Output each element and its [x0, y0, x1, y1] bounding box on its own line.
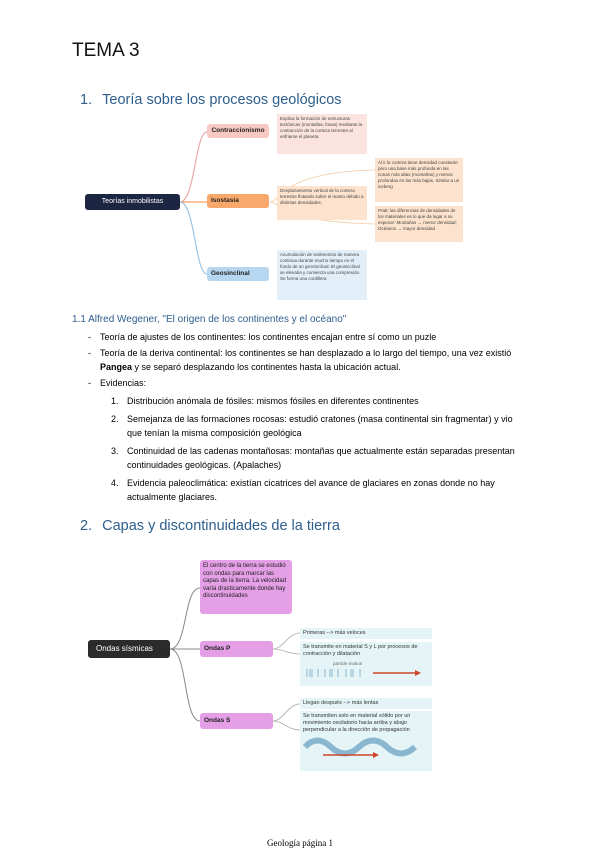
- section-2-number: 2.: [80, 518, 93, 534]
- ondas-s-node: Ondas S: [200, 713, 273, 729]
- evidence-number: 3.: [111, 446, 119, 456]
- bullet-item: [88, 330, 570, 344]
- seismic-top-note: El centro de la tierra se estudió con ondas para marcar las capas de la tierra. La velocidad varía drasticamente donde hay discontinuidades: [200, 560, 292, 614]
- seismic-waves-mindmap: [88, 558, 438, 773]
- evidence-item: [111, 476, 572, 504]
- note-isostasia: Desplazamiento vertical de la corteza terrestre flotando sobre el manto debido a distintas densidades.: [277, 186, 367, 220]
- bullet-item: [88, 376, 570, 390]
- root-node: Teorías inmobilistas: [85, 194, 180, 210]
- evidence-text-2: actualmente glaciares.: [127, 492, 218, 502]
- bullet-text: Teoría de la deriva continental: los continentes se han desplazado a lo largo del tiempo, una vez existió: [100, 348, 512, 358]
- evidence-number: 2.: [111, 414, 119, 424]
- bullet-item: [88, 346, 570, 374]
- wegener-bullets: [88, 330, 570, 390]
- evidence-item: [111, 394, 572, 408]
- section-2-title: Capas y discontinuidades de la tierra: [102, 518, 340, 534]
- section-2-heading: [80, 518, 340, 534]
- bullet-text: Teoría de ajustes de los continentes: los continentes encajan entre sí como un puzle: [100, 332, 437, 342]
- bullet-dash: -: [88, 348, 91, 358]
- ondas-p-desc-text: Se transmite en material S y L por procesos de contracción y dilatación: [303, 644, 418, 657]
- evidence-text-2: continuidades geológicas. (Apalaches): [127, 460, 282, 470]
- evidence-number: 1.: [111, 396, 119, 406]
- section-1-heading: [80, 92, 342, 108]
- ondas-p-node: Ondas P: [200, 641, 273, 657]
- evidence-item: [111, 444, 572, 472]
- p-wave-illustration: [303, 667, 423, 679]
- section-1-title: Teoría sobre los procesos geológicos: [102, 92, 342, 108]
- ondas-p-desc: [300, 642, 432, 686]
- evidence-text: Evidencia paleoclimática: existían cicatrices del avance de glaciares en zonas donde no hay: [127, 478, 495, 488]
- bullet-text-cont: y se separó desplazando los continentes hasta la ubicación actual.: [132, 362, 401, 372]
- ondas-s-first: Llegan después --> más lentas: [300, 698, 432, 709]
- evidence-item: [111, 412, 572, 440]
- note-contraccionismo: Explica la formación de estructuras tectónicas (montañas, fosas) mediante la contracción de la corteza terrestre al enfriarse el planeta.: [277, 114, 367, 154]
- seismic-root-node: Ondas sísmicas: [88, 640, 170, 658]
- note-isostasia-airy: Al ir la corteza tiene densidad constante pero una base más profunda en las zonas más altas (montañas) y menos profundas en las más bajas. Similar a un iceberg: [375, 158, 463, 202]
- section-1-number: 1.: [80, 92, 93, 108]
- s-wave-illustration: [303, 736, 423, 758]
- ondas-s-desc-text: Se transmiten solo en material sólido por un movimiento oscilatorio hacia arriba y abajo perpendicular a la dirección de propagación: [303, 713, 411, 733]
- branch-geosinclinal: Geosinclinal: [207, 267, 269, 281]
- bullet-dash: -: [88, 378, 91, 388]
- particle-motion-label: particle motion: [333, 661, 363, 666]
- bullet-text: Evidencias:: [100, 378, 147, 388]
- evidence-number: 4.: [111, 478, 119, 488]
- evidence-list: [111, 394, 572, 504]
- bullet-dash: -: [88, 332, 91, 342]
- ondas-p-first: Primeras --> más veloces: [300, 628, 432, 639]
- evidence-text-2: que tenían la misma composición geológica: [127, 428, 302, 438]
- branch-isostasia: Isostasia: [207, 194, 269, 208]
- evidence-text: Continuidad de las cadenas montañosas: montañas que actualmente están separadas presentan: [127, 446, 515, 456]
- evidence-text: Distribución anómala de fósiles: mismos fósiles en diferentes continentes: [127, 396, 419, 406]
- branch-contraccionismo: Contraccionismo: [207, 124, 269, 138]
- page-title: TEMA 3: [72, 40, 140, 61]
- evidence-text: Semejanza de las formaciones rocosas: estudió cratones (masa continental sin fragmentar) y vio: [127, 414, 513, 424]
- subsection-heading: 1.1 Alfred Wegener, "El origen de los continentes y el océano": [72, 314, 347, 325]
- note-isostasia-pratt: Pratt: las diferencias de densidades de los materiales es lo que da lugar a su espesor: Montañas → menor densidad; Océanos → mayor densidad: [375, 206, 463, 242]
- note-geosinclinal: Acumulación de sedimentos de manera continua durante mucho tiempo en el fondo de un geosinclinal. El geosinclinal se elevaba y comienza una compresión. Se forma una cordillera: [277, 250, 367, 300]
- bullet-bold: Pangea: [100, 362, 133, 372]
- page-footer: Geología página 1: [267, 838, 333, 848]
- ondas-s-desc: [300, 711, 432, 771]
- theories-mindmap: [85, 112, 460, 302]
